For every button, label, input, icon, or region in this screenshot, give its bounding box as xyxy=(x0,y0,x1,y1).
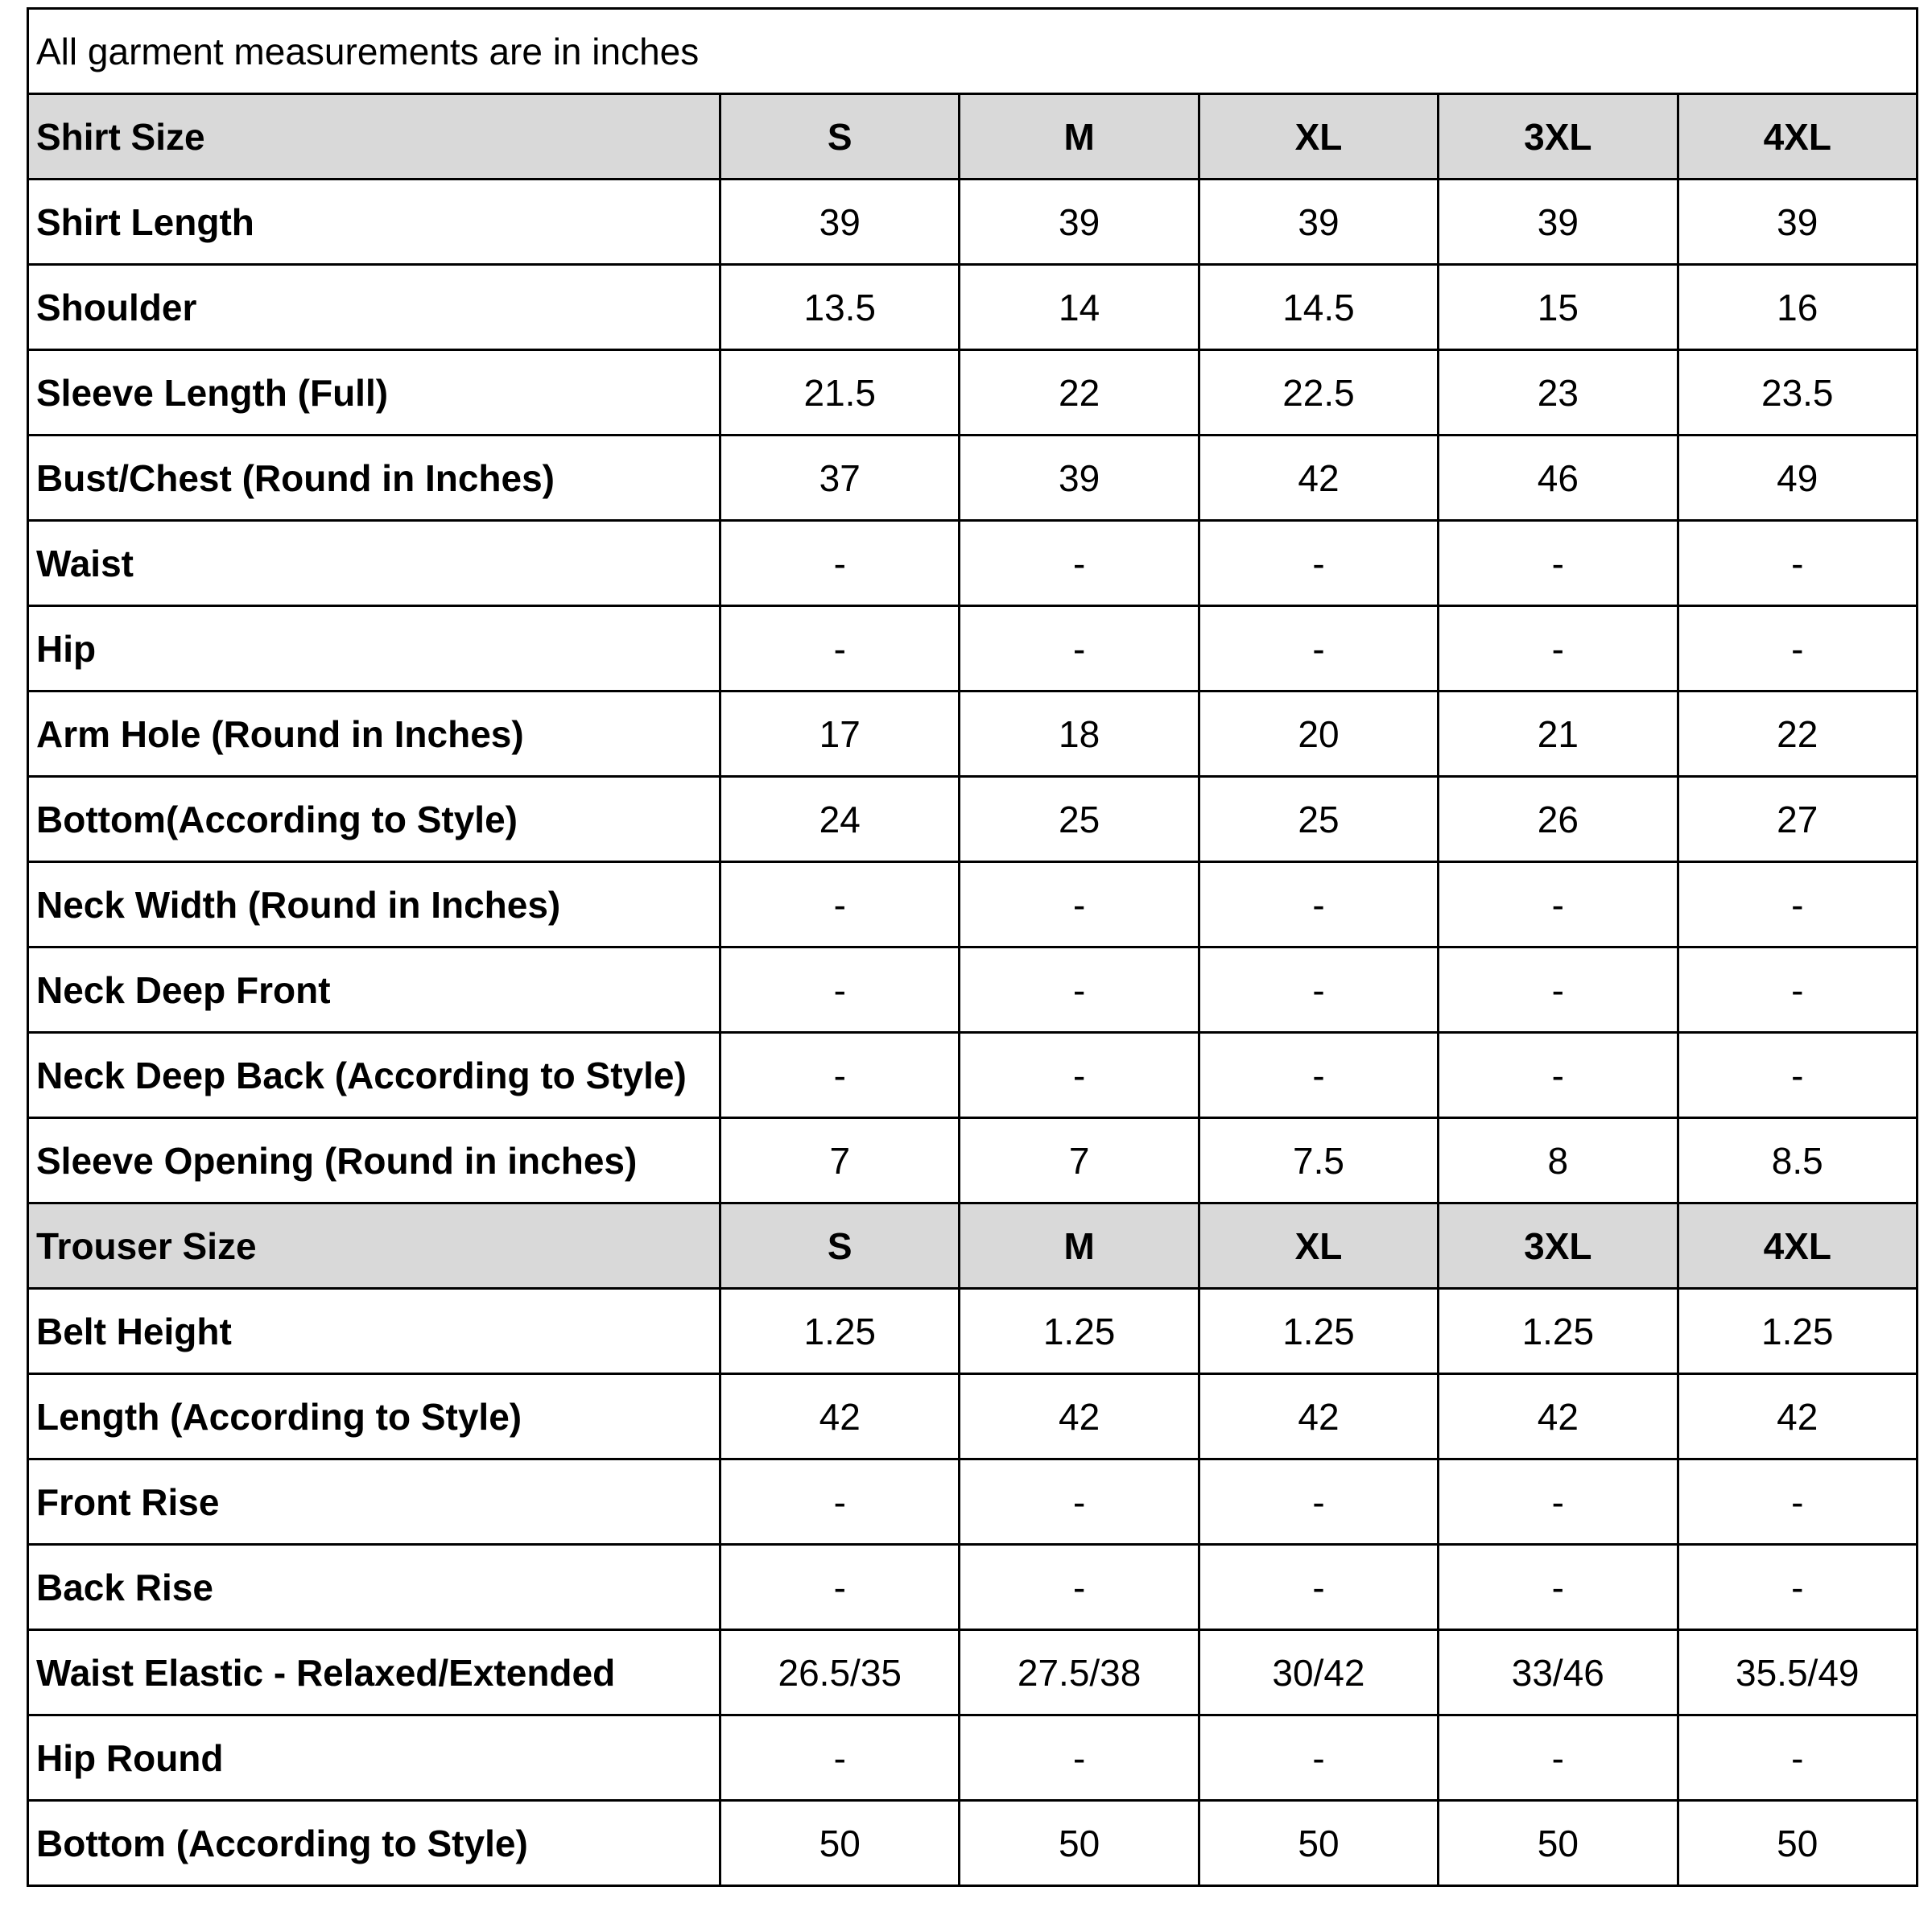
measurement-value: - xyxy=(1678,521,1917,606)
measurement-row xyxy=(28,1801,1918,1886)
size-chart-body xyxy=(28,9,1918,1886)
measurement-value: - xyxy=(1439,521,1678,606)
measurement-value: - xyxy=(1439,947,1678,1033)
measurement-value: 27 xyxy=(1678,777,1917,862)
measurement-label: Waist Elastic - Relaxed/Extended xyxy=(28,1630,720,1715)
measurement-value: 49 xyxy=(1678,436,1917,521)
measurement-value: 42 xyxy=(1439,1374,1678,1459)
measurement-value: 16 xyxy=(1678,265,1917,350)
measurement-row xyxy=(28,265,1918,350)
measurement-row xyxy=(28,1715,1918,1801)
measurement-label: Belt Height xyxy=(28,1289,720,1374)
measurement-value: 23.5 xyxy=(1678,350,1917,436)
measurement-value: - xyxy=(960,862,1199,947)
measurement-value: - xyxy=(1439,606,1678,691)
measurement-label: Shoulder xyxy=(28,265,720,350)
measurement-label: Neck Deep Back (According to Style) xyxy=(28,1033,720,1118)
measurement-value: 25 xyxy=(960,777,1199,862)
measurement-value: 21 xyxy=(1439,691,1678,777)
measurement-value: - xyxy=(960,1715,1199,1801)
measurement-value: 50 xyxy=(960,1801,1199,1886)
measurement-value: 39 xyxy=(1439,180,1678,265)
measurement-value: - xyxy=(960,1459,1199,1545)
measurement-value: 26 xyxy=(1439,777,1678,862)
size-header-cell: M xyxy=(960,94,1199,180)
size-header-cell: S xyxy=(720,1203,960,1289)
note-row xyxy=(28,9,1918,94)
measurement-value: - xyxy=(1678,1033,1917,1118)
measurement-value: 1.25 xyxy=(960,1289,1199,1374)
measurement-row xyxy=(28,521,1918,606)
size-header-label: Shirt Size xyxy=(28,94,720,180)
measurement-row xyxy=(28,1459,1918,1545)
size-header-cell: 4XL xyxy=(1678,94,1917,180)
measurement-value: - xyxy=(960,947,1199,1033)
measurement-value: 42 xyxy=(1199,1374,1438,1459)
measurement-label: Shirt Length xyxy=(28,180,720,265)
measurement-row xyxy=(28,436,1918,521)
measurement-label: Sleeve Length (Full) xyxy=(28,350,720,436)
measurement-value: 8.5 xyxy=(1678,1118,1917,1203)
measurement-value: - xyxy=(720,1459,960,1545)
measurement-value: 26.5/35 xyxy=(720,1630,960,1715)
measurement-value: - xyxy=(960,521,1199,606)
size-header-cell: 3XL xyxy=(1439,94,1678,180)
measurement-value: 14 xyxy=(960,265,1199,350)
measurement-value: - xyxy=(1199,862,1438,947)
measurement-row xyxy=(28,947,1918,1033)
measurement-value: 15 xyxy=(1439,265,1678,350)
measurement-value: - xyxy=(1199,521,1438,606)
measurement-value: 13.5 xyxy=(720,265,960,350)
measurement-value: 24 xyxy=(720,777,960,862)
measurement-value: 50 xyxy=(1199,1801,1438,1886)
measurement-label: Length (According to Style) xyxy=(28,1374,720,1459)
measurement-value: - xyxy=(1678,1545,1917,1630)
measurement-value: - xyxy=(720,862,960,947)
size-header-row xyxy=(28,94,1918,180)
measurement-row xyxy=(28,862,1918,947)
measurement-value: - xyxy=(1199,1715,1438,1801)
measurement-label: Waist xyxy=(28,521,720,606)
measurement-value: 25 xyxy=(1199,777,1438,862)
measurement-value: 23 xyxy=(1439,350,1678,436)
size-header-cell: 3XL xyxy=(1439,1203,1678,1289)
measurement-value: 39 xyxy=(720,180,960,265)
size-header-cell: M xyxy=(960,1203,1199,1289)
measurement-value: 39 xyxy=(960,436,1199,521)
size-header-cell: 4XL xyxy=(1678,1203,1917,1289)
measurement-label: Neck Width (Round in Inches) xyxy=(28,862,720,947)
measurement-value: 8 xyxy=(1439,1118,1678,1203)
measurement-value: - xyxy=(1678,1459,1917,1545)
measurement-value: 22.5 xyxy=(1199,350,1438,436)
measurement-value: 1.25 xyxy=(1199,1289,1438,1374)
measurement-value: - xyxy=(1439,1459,1678,1545)
measurement-value: 7.5 xyxy=(1199,1118,1438,1203)
measurement-row xyxy=(28,350,1918,436)
measurement-value: - xyxy=(720,1715,960,1801)
measurement-value: 39 xyxy=(1199,180,1438,265)
measurement-row xyxy=(28,1545,1918,1630)
measurement-value: 50 xyxy=(1439,1801,1678,1886)
measurement-value: 37 xyxy=(720,436,960,521)
measurement-value: - xyxy=(1678,1715,1917,1801)
measurement-value: - xyxy=(1199,1459,1438,1545)
measurement-label: Arm Hole (Round in Inches) xyxy=(28,691,720,777)
measurement-label: Sleeve Opening (Round in inches) xyxy=(28,1118,720,1203)
size-header-label: Trouser Size xyxy=(28,1203,720,1289)
measurement-label: Hip xyxy=(28,606,720,691)
measurement-value: 7 xyxy=(960,1118,1199,1203)
measurement-value: 35.5/49 xyxy=(1678,1630,1917,1715)
measurement-row xyxy=(28,1289,1918,1374)
measurement-value: - xyxy=(1678,862,1917,947)
measurement-value: - xyxy=(1199,606,1438,691)
measurement-row xyxy=(28,691,1918,777)
measurement-value: 42 xyxy=(1199,436,1438,521)
measurement-value: - xyxy=(1199,947,1438,1033)
size-header-cell: S xyxy=(720,94,960,180)
size-header-row xyxy=(28,1203,1918,1289)
measurement-value: 20 xyxy=(1199,691,1438,777)
measurement-row xyxy=(28,1374,1918,1459)
measurement-value: - xyxy=(1678,947,1917,1033)
measurement-label: Bottom(According to Style) xyxy=(28,777,720,862)
measurement-value: 50 xyxy=(1678,1801,1917,1886)
measurement-value: 33/46 xyxy=(1439,1630,1678,1715)
measurement-value: - xyxy=(1199,1033,1438,1118)
measurement-label: Back Rise xyxy=(28,1545,720,1630)
size-header-cell: XL xyxy=(1199,94,1438,180)
measurement-value: - xyxy=(720,521,960,606)
measurement-note: All garment measurements are in inches xyxy=(28,9,1918,94)
measurement-value: 42 xyxy=(960,1374,1199,1459)
measurement-value: 7 xyxy=(720,1118,960,1203)
measurement-value: - xyxy=(960,1033,1199,1118)
measurement-value: 46 xyxy=(1439,436,1678,521)
measurement-label: Hip Round xyxy=(28,1715,720,1801)
measurement-value: 27.5/38 xyxy=(960,1630,1199,1715)
measurement-value: - xyxy=(720,606,960,691)
size-chart-table xyxy=(27,7,1918,1887)
measurement-label: Front Rise xyxy=(28,1459,720,1545)
measurement-value: - xyxy=(960,606,1199,691)
measurement-value: - xyxy=(720,1033,960,1118)
measurement-value: - xyxy=(720,947,960,1033)
measurement-value: - xyxy=(1439,1545,1678,1630)
measurement-row xyxy=(28,777,1918,862)
measurement-value: 1.25 xyxy=(720,1289,960,1374)
measurement-value: - xyxy=(1439,862,1678,947)
measurement-value: 39 xyxy=(960,180,1199,265)
size-header-cell: XL xyxy=(1199,1203,1438,1289)
measurement-value: - xyxy=(720,1545,960,1630)
measurement-row xyxy=(28,1118,1918,1203)
measurement-value: 22 xyxy=(1678,691,1917,777)
measurement-value: 30/42 xyxy=(1199,1630,1438,1715)
measurement-value: 1.25 xyxy=(1439,1289,1678,1374)
measurement-value: - xyxy=(1439,1033,1678,1118)
measurement-value: 21.5 xyxy=(720,350,960,436)
measurement-row xyxy=(28,606,1918,691)
measurement-value: 14.5 xyxy=(1199,265,1438,350)
measurement-value: 22 xyxy=(960,350,1199,436)
measurement-label: Bottom (According to Style) xyxy=(28,1801,720,1886)
measurement-value: 42 xyxy=(1678,1374,1917,1459)
measurement-value: 50 xyxy=(720,1801,960,1886)
measurement-value: 17 xyxy=(720,691,960,777)
measurement-value: 42 xyxy=(720,1374,960,1459)
measurement-value: 1.25 xyxy=(1678,1289,1917,1374)
measurement-row xyxy=(28,1630,1918,1715)
measurement-value: 18 xyxy=(960,691,1199,777)
measurement-label: Bust/Chest (Round in Inches) xyxy=(28,436,720,521)
measurement-value: - xyxy=(1678,606,1917,691)
measurement-row xyxy=(28,1033,1918,1118)
measurement-value: 39 xyxy=(1678,180,1917,265)
measurement-value: - xyxy=(960,1545,1199,1630)
measurement-row xyxy=(28,180,1918,265)
measurement-value: - xyxy=(1439,1715,1678,1801)
measurement-label: Neck Deep Front xyxy=(28,947,720,1033)
measurement-value: - xyxy=(1199,1545,1438,1630)
